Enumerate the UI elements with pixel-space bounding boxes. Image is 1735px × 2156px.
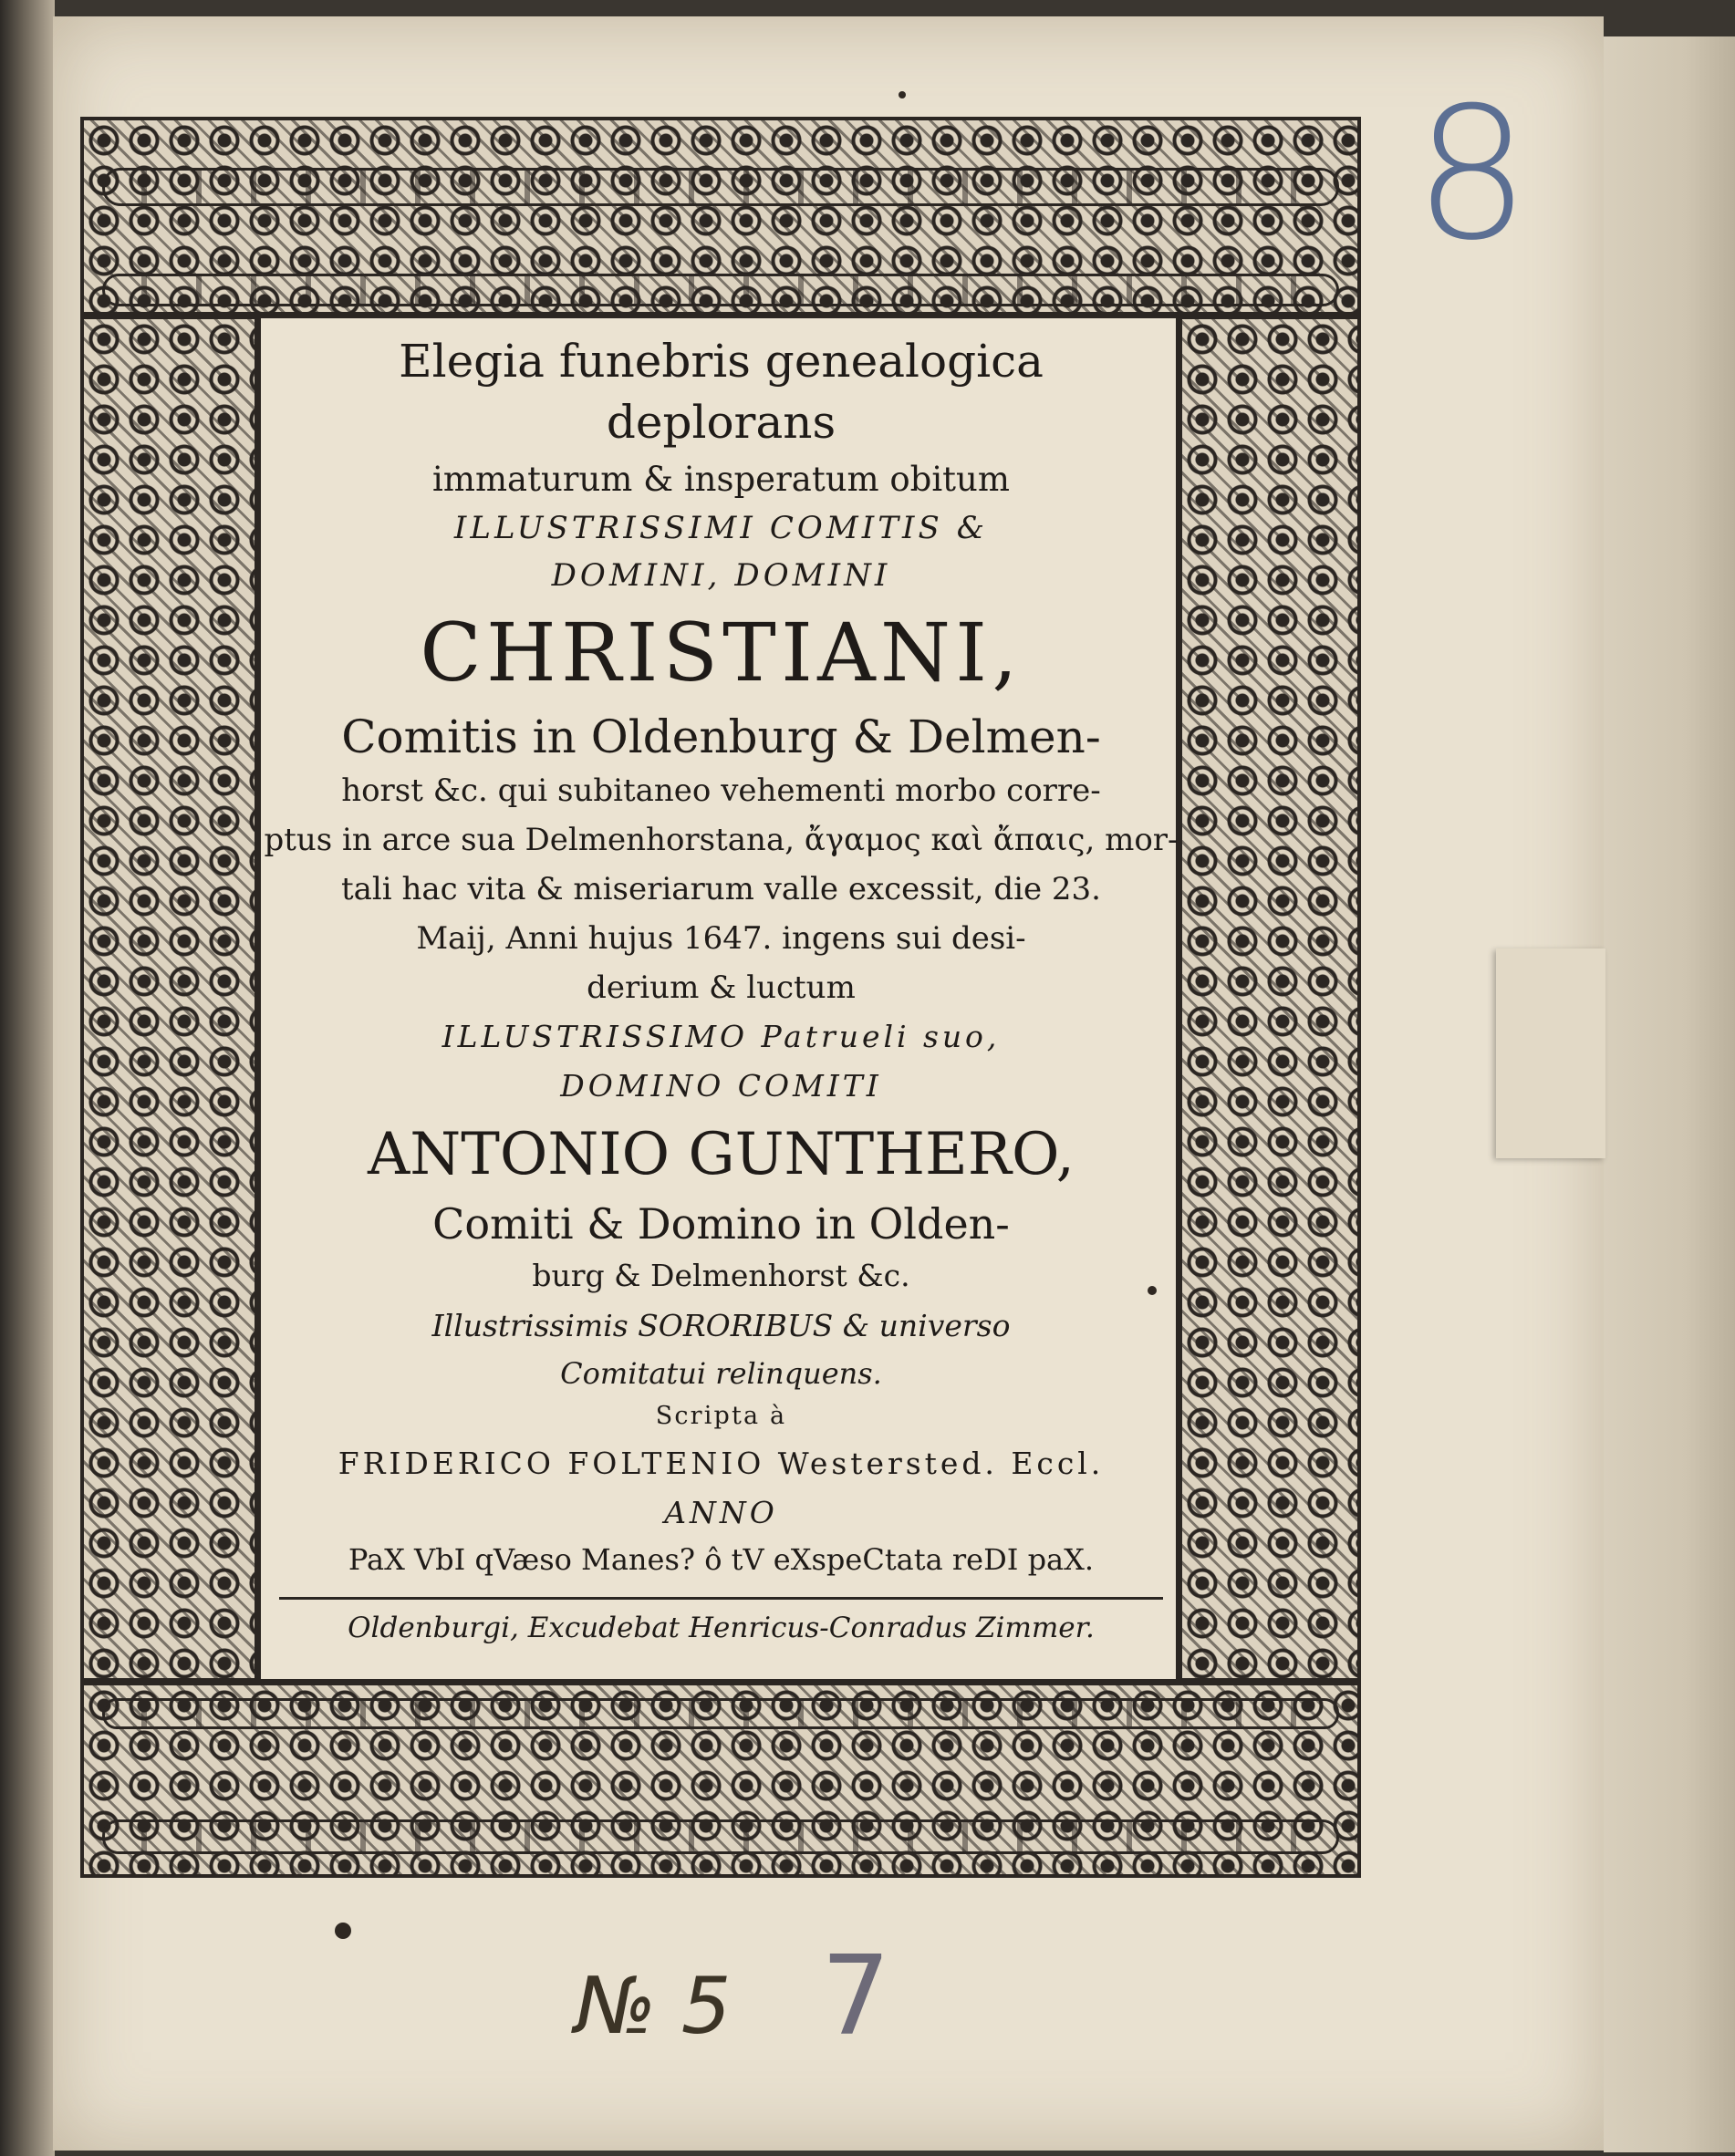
body-line: Comitis in Oldenburg & Delmen- — [341, 710, 1101, 763]
dedication-line: DOMINI, DOMINI — [551, 557, 891, 594]
body-line: Maij, Anni hujus 1647. ingens sui desi- — [416, 920, 1026, 957]
author-intro: Scripta à — [655, 1402, 787, 1430]
body-line: tali hac vita & miseriarum valle excessit, die 23. — [341, 871, 1101, 907]
imprint-line: Oldenburgi, Excudebat Henricus-Conradus Zimmer. — [348, 1612, 1095, 1644]
body-line: horst &c. qui subitaneo vehementi morbo corre- — [341, 772, 1101, 809]
body-line: Comiti & Domino in Olden- — [432, 1199, 1010, 1249]
ink-spot — [1148, 1286, 1157, 1295]
page-stack-edge — [1604, 36, 1735, 2152]
ink-spot — [899, 91, 906, 98]
handwritten-number-mark: № 5 — [575, 1961, 732, 2052]
body-line: burg & Delmenhorst &c. — [532, 1258, 910, 1293]
name-antonio-gunthero: ANTONIO GUNTHERO, — [368, 1121, 1075, 1188]
handwritten-shelf-mark: 8 — [1414, 68, 1531, 281]
name-christiani: CHRISTIANI, — [420, 606, 1023, 700]
dedication-line: Illustrissimis SORORIBUS & universo — [431, 1308, 1011, 1343]
ornament-chain-top-1 — [102, 168, 1339, 206]
body-line: derium & luctum — [587, 969, 856, 1006]
chronogram-line: PaX VbI qVæso Manes? ô tV eXspeCtata reDI paX. — [348, 1542, 1095, 1577]
ornament-border-left — [80, 316, 258, 1682]
title-line: deplorans — [606, 396, 836, 449]
dedication-line: Comitatui relinquens. — [560, 1356, 882, 1391]
paper-tab — [1496, 948, 1605, 1158]
dedication-line: ILLUSTRISSIMI COMITIS & — [453, 510, 989, 546]
adjacent-page-edge — [0, 0, 55, 2156]
title-line: Elegia funebris genealogica — [399, 335, 1044, 388]
ink-spot — [335, 1923, 351, 1939]
author-line: FRIDERICO FOLTENIO Westersted. Eccl. — [338, 1446, 1105, 1481]
title-text-panel — [258, 316, 1179, 1682]
body-line: ptus in arce sua Delmenhorstana, ἄγαμος καὶ ἄπαις, mor- — [264, 822, 1179, 858]
ornament-chain-bottom-1 — [102, 1698, 1339, 1729]
ornament-border-right — [1179, 316, 1361, 1682]
ornament-chain-bottom-2 — [102, 1819, 1339, 1854]
imprint-rule — [279, 1597, 1163, 1600]
dedication-line: ILLUSTRISSIMO Patrueli suo, — [442, 1019, 1001, 1054]
dedication-line: DOMINO COMITI — [560, 1068, 882, 1104]
ornament-chain-top-2 — [102, 274, 1339, 306]
year-label: ANNO — [664, 1495, 778, 1530]
subtitle-line: immaturum & insperatum obitum — [432, 460, 1010, 499]
pencil-number-mark: 7 — [821, 1933, 891, 2060]
